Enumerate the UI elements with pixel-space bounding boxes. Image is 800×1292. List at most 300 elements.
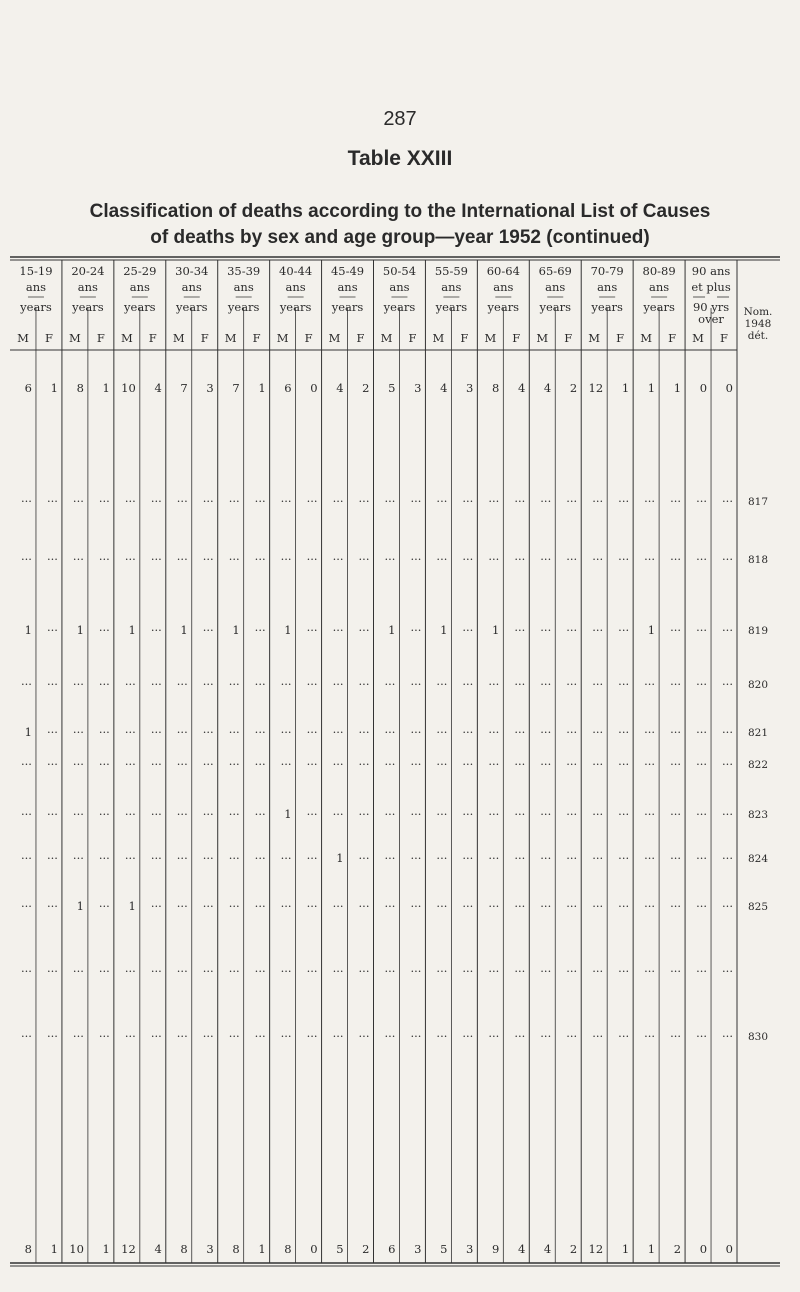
leader-dots: ··· bbox=[722, 899, 733, 913]
leader-dots: ··· bbox=[644, 1029, 656, 1043]
leader-dots: ··· bbox=[72, 677, 84, 691]
leader-dots: ··· bbox=[436, 494, 448, 508]
leader-dots: ··· bbox=[228, 899, 240, 913]
leader-dots: ··· bbox=[410, 757, 422, 771]
leader-dots: ··· bbox=[98, 725, 110, 739]
leader-dots: ··· bbox=[566, 623, 578, 637]
leader-dots: ··· bbox=[436, 757, 448, 771]
leader-dots: ··· bbox=[176, 725, 188, 739]
sex-label-male: M bbox=[484, 331, 497, 345]
leader-dots: ··· bbox=[436, 677, 448, 691]
leader-dots: ··· bbox=[592, 552, 604, 566]
total-cell: 1 bbox=[50, 1242, 58, 1256]
table-cell: 1 bbox=[24, 725, 32, 739]
leader-dots: ··· bbox=[488, 725, 500, 739]
leader-dots: ··· bbox=[98, 552, 110, 566]
leader-dots: ··· bbox=[150, 757, 162, 771]
leader-dots: ··· bbox=[254, 899, 266, 913]
total-cell: 12 bbox=[588, 1242, 604, 1256]
leader-dots: ··· bbox=[150, 677, 162, 691]
sex-label-female: F bbox=[356, 331, 365, 345]
leader-dots: ··· bbox=[358, 623, 370, 637]
sex-label-male: M bbox=[224, 331, 237, 345]
leader-dots: ··· bbox=[228, 964, 240, 978]
leader-dots: ··· bbox=[696, 807, 708, 821]
table-cell: 1 bbox=[232, 623, 240, 637]
leader-dots: ··· bbox=[176, 552, 188, 566]
total-cell: 1 bbox=[647, 1242, 656, 1256]
leader-dots: ··· bbox=[722, 851, 733, 865]
leader-dots: ··· bbox=[592, 757, 604, 771]
leader-dots: ··· bbox=[592, 964, 604, 978]
table-cell: 6 bbox=[24, 381, 32, 395]
leader-dots: ··· bbox=[98, 899, 110, 913]
sex-label-female: F bbox=[148, 331, 157, 345]
leader-dots: ··· bbox=[592, 725, 604, 739]
leader-dots: ··· bbox=[72, 1029, 84, 1043]
leader-dots: ··· bbox=[46, 677, 58, 691]
leader-dots: ··· bbox=[540, 899, 552, 913]
leader-dots: ··· bbox=[202, 677, 214, 691]
total-cell: 3 bbox=[414, 1242, 422, 1256]
leader-dots: ··· bbox=[358, 552, 370, 566]
total-cell: 5 bbox=[336, 1242, 344, 1256]
leader-dots: ··· bbox=[566, 851, 578, 865]
total-cell: 6 bbox=[388, 1242, 396, 1256]
leader-dots: ··· bbox=[514, 899, 526, 913]
leader-dots: ··· bbox=[358, 494, 370, 508]
leader-dots: ··· bbox=[670, 552, 682, 566]
age-group-range: 30-34 bbox=[175, 264, 209, 278]
leader-dots: ··· bbox=[696, 725, 708, 739]
leader-dots: ··· bbox=[410, 1029, 422, 1043]
leader-dots: ··· bbox=[176, 964, 188, 978]
leader-dots: ··· bbox=[358, 964, 370, 978]
leader-dots: ··· bbox=[124, 494, 136, 508]
total-cell: 1 bbox=[102, 1242, 110, 1256]
leader-dots: ··· bbox=[228, 807, 240, 821]
leader-dots: ··· bbox=[332, 757, 344, 771]
leader-dots: ··· bbox=[98, 494, 110, 508]
leader-dots: ··· bbox=[20, 677, 32, 691]
sex-label-female: F bbox=[44, 331, 53, 345]
table-cell: 0 bbox=[310, 381, 318, 395]
age-group-range: 55-59 bbox=[434, 264, 468, 278]
sex-label-male: M bbox=[536, 331, 549, 345]
leader-dots: ··· bbox=[618, 851, 630, 865]
leader-dots: ··· bbox=[228, 494, 240, 508]
total-cell: 4 bbox=[543, 1242, 552, 1256]
age-group-range: 15-19 bbox=[19, 264, 53, 278]
leader-dots: ··· bbox=[176, 494, 188, 508]
table-cell: 0 bbox=[725, 381, 733, 395]
leader-dots: ··· bbox=[332, 494, 344, 508]
leader-dots: ··· bbox=[410, 851, 422, 865]
leader-dots: ··· bbox=[20, 899, 32, 913]
table-cell: 4 bbox=[543, 381, 552, 395]
leader-dots: ··· bbox=[332, 677, 344, 691]
leader-dots: ··· bbox=[280, 725, 292, 739]
age-group-label-fr: ans bbox=[441, 280, 462, 294]
table-cell: 4 bbox=[336, 381, 344, 395]
age-group-label-en: years bbox=[331, 300, 364, 314]
sex-label-female: F bbox=[616, 331, 625, 345]
leader-dots: ··· bbox=[280, 899, 292, 913]
leader-dots: ··· bbox=[462, 757, 474, 771]
leader-dots: ··· bbox=[592, 494, 604, 508]
sex-label-male: M bbox=[172, 331, 185, 345]
leader-dots: ··· bbox=[566, 757, 578, 771]
leader-dots: ··· bbox=[410, 494, 422, 508]
leader-dots: ··· bbox=[618, 494, 630, 508]
table-cell: 6 bbox=[284, 381, 292, 395]
leader-dots: ··· bbox=[46, 1029, 58, 1043]
leader-dots: ··· bbox=[176, 1029, 188, 1043]
leader-dots: ··· bbox=[254, 623, 266, 637]
leader-dots: ··· bbox=[254, 552, 266, 566]
leader-dots: ··· bbox=[488, 494, 500, 508]
leader-dots: ··· bbox=[436, 552, 448, 566]
leader-dots: ··· bbox=[358, 677, 370, 691]
age-group-label-fr: ans bbox=[285, 280, 306, 294]
nom-code: 820 bbox=[747, 679, 769, 691]
leader-dots: ··· bbox=[488, 757, 500, 771]
table-cell: 1 bbox=[388, 623, 396, 637]
sex-label-male: M bbox=[588, 331, 601, 345]
total-cell: 12 bbox=[121, 1242, 136, 1256]
leader-dots: ··· bbox=[514, 677, 526, 691]
leader-dots: ··· bbox=[46, 757, 58, 771]
table-cell: 4 bbox=[154, 381, 162, 395]
leader-dots: ··· bbox=[98, 964, 110, 978]
leader-dots: ··· bbox=[124, 552, 136, 566]
leader-dots: ··· bbox=[202, 623, 214, 637]
leader-dots: ··· bbox=[150, 851, 162, 865]
leader-dots: ··· bbox=[696, 757, 708, 771]
table-cell: 10 bbox=[121, 381, 136, 395]
leader-dots: ··· bbox=[46, 623, 58, 637]
sex-label-female: F bbox=[668, 331, 677, 345]
leader-dots: ··· bbox=[358, 1029, 370, 1043]
leader-dots: ··· bbox=[124, 964, 136, 978]
sex-label-male: M bbox=[69, 331, 81, 345]
leader-dots: ··· bbox=[488, 1029, 500, 1043]
leader-dots: ··· bbox=[384, 725, 396, 739]
leader-dots: ··· bbox=[644, 552, 656, 566]
leader-dots: ··· bbox=[592, 623, 604, 637]
total-cell: 0 bbox=[310, 1242, 318, 1256]
leader-dots: ··· bbox=[514, 851, 526, 865]
nom-header-line: dét. bbox=[747, 330, 769, 342]
leader-dots: ··· bbox=[696, 964, 708, 978]
leader-dots: ··· bbox=[254, 725, 266, 739]
age-group-label-en: years bbox=[175, 300, 208, 314]
age-group-label-en: years bbox=[539, 300, 572, 314]
table-cell: 8 bbox=[491, 381, 500, 395]
leader-dots: ··· bbox=[306, 552, 318, 566]
leader-dots: ··· bbox=[566, 1029, 578, 1043]
leader-dots: ··· bbox=[358, 725, 370, 739]
table-cell: 1 bbox=[647, 381, 656, 395]
sex-label-female: F bbox=[564, 331, 573, 345]
leader-dots: ··· bbox=[540, 552, 552, 566]
leader-dots: ··· bbox=[202, 552, 214, 566]
leader-dots: ··· bbox=[644, 964, 656, 978]
age-group-range: 25-29 bbox=[123, 264, 157, 278]
total-cell: 5 bbox=[440, 1242, 448, 1256]
leader-dots: ··· bbox=[462, 899, 474, 913]
nom-code: 830 bbox=[747, 1031, 769, 1043]
sex-label-male: M bbox=[328, 331, 341, 345]
age-group-label-en: years bbox=[227, 300, 260, 314]
sex-label-male: M bbox=[380, 331, 393, 345]
leader-dots: ··· bbox=[176, 757, 188, 771]
leader-dots: ··· bbox=[592, 1029, 604, 1043]
total-cell: 2 bbox=[569, 1242, 578, 1256]
leader-dots: ··· bbox=[254, 807, 266, 821]
nom-code: 824 bbox=[747, 853, 769, 865]
leader-dots: ··· bbox=[566, 964, 578, 978]
leader-dots: ··· bbox=[228, 552, 240, 566]
leader-dots: ··· bbox=[384, 757, 396, 771]
leader-dots: ··· bbox=[644, 757, 656, 771]
leader-dots: ··· bbox=[46, 807, 58, 821]
table-cell: 1 bbox=[491, 623, 500, 637]
age-group-label-fr: ans bbox=[493, 280, 514, 294]
leader-dots: ··· bbox=[332, 725, 344, 739]
leader-dots: ··· bbox=[462, 677, 474, 691]
leader-dots: ··· bbox=[124, 851, 136, 865]
leader-dots: ··· bbox=[280, 851, 292, 865]
nom-code: 818 bbox=[747, 554, 769, 566]
leader-dots: ··· bbox=[306, 851, 318, 865]
leader-dots: ··· bbox=[20, 1029, 32, 1043]
leader-dots: ··· bbox=[488, 807, 500, 821]
table-cell: 0 bbox=[699, 381, 708, 395]
leader-dots: ··· bbox=[462, 964, 474, 978]
leader-dots: ··· bbox=[332, 807, 344, 821]
age-group-label-fr: ans bbox=[337, 280, 358, 294]
leader-dots: ··· bbox=[696, 899, 708, 913]
table-cell: 4 bbox=[440, 381, 448, 395]
leader-dots: ··· bbox=[306, 677, 318, 691]
nom-code: 821 bbox=[747, 727, 769, 739]
leader-dots: ··· bbox=[592, 807, 604, 821]
leader-dots: ··· bbox=[98, 1029, 110, 1043]
leader-dots: ··· bbox=[670, 623, 682, 637]
sex-label-female: F bbox=[408, 331, 417, 345]
leader-dots: ··· bbox=[20, 552, 32, 566]
age-group-label-fr: ans bbox=[25, 280, 47, 294]
leader-dots: ··· bbox=[722, 552, 733, 566]
leader-dots: ··· bbox=[254, 1029, 266, 1043]
leader-dots: ··· bbox=[384, 677, 396, 691]
age-group-range: 35-39 bbox=[227, 264, 261, 278]
total-cell: 4 bbox=[154, 1242, 162, 1256]
age-group-label-en: years bbox=[487, 300, 520, 314]
table-cell: 4 bbox=[517, 381, 526, 395]
leader-dots: ··· bbox=[566, 899, 578, 913]
leader-dots: ··· bbox=[644, 725, 656, 739]
leader-dots: ··· bbox=[696, 623, 708, 637]
leader-dots: ··· bbox=[306, 964, 318, 978]
leader-dots: ··· bbox=[566, 725, 578, 739]
leader-dots: ··· bbox=[202, 851, 214, 865]
leader-dots: ··· bbox=[566, 677, 578, 691]
leader-dots: ··· bbox=[98, 851, 110, 865]
leader-dots: ··· bbox=[670, 757, 682, 771]
leader-dots: ··· bbox=[150, 494, 162, 508]
subtitle-line-1: Classification of deaths according to the International List of Causes bbox=[89, 201, 711, 222]
leader-dots: ··· bbox=[98, 757, 110, 771]
table-cell: 1 bbox=[50, 381, 58, 395]
leader-dots: ··· bbox=[488, 677, 500, 691]
leader-dots: ··· bbox=[514, 623, 526, 637]
table-cell: 1 bbox=[180, 623, 188, 637]
leader-dots: ··· bbox=[72, 851, 84, 865]
age-group-range: 40-44 bbox=[279, 264, 313, 278]
leader-dots: ··· bbox=[618, 899, 630, 913]
nom-code: 822 bbox=[747, 759, 769, 771]
leader-dots: ··· bbox=[150, 807, 162, 821]
leader-dots: ··· bbox=[566, 494, 578, 508]
leader-dots: ··· bbox=[436, 1029, 448, 1043]
leader-dots: ··· bbox=[280, 1029, 292, 1043]
total-cell: 3 bbox=[206, 1242, 214, 1256]
leader-dots: ··· bbox=[410, 725, 422, 739]
age-group-label-fr: ans bbox=[389, 280, 410, 294]
leader-dots: ··· bbox=[358, 757, 370, 771]
sex-label-female: F bbox=[200, 331, 209, 345]
leader-dots: ··· bbox=[228, 677, 240, 691]
leader-dots: ··· bbox=[384, 552, 396, 566]
leader-dots: ··· bbox=[644, 851, 656, 865]
leader-dots: ··· bbox=[72, 757, 84, 771]
leader-dots: ··· bbox=[436, 964, 448, 978]
table-cell: 1 bbox=[76, 623, 84, 637]
age-group-label-fr: ans bbox=[233, 280, 254, 294]
leader-dots: ··· bbox=[98, 807, 110, 821]
leader-dots: ··· bbox=[462, 851, 474, 865]
sex-label-female: F bbox=[96, 331, 105, 345]
table-cell: 1 bbox=[258, 381, 266, 395]
leader-dots: ··· bbox=[358, 807, 370, 821]
leader-dots: ··· bbox=[202, 494, 214, 508]
sex-label-female: F bbox=[460, 331, 469, 345]
leader-dots: ··· bbox=[592, 851, 604, 865]
table-cell: 5 bbox=[388, 381, 396, 395]
total-cell: 0 bbox=[725, 1242, 733, 1256]
leader-dots: ··· bbox=[410, 899, 422, 913]
leader-dots: ··· bbox=[46, 725, 58, 739]
leader-dots: ··· bbox=[488, 552, 500, 566]
leader-dots: ··· bbox=[332, 1029, 344, 1043]
age-group-label-en: 90 yrs bbox=[692, 300, 730, 314]
leader-dots: ··· bbox=[670, 807, 682, 821]
leader-dots: ··· bbox=[514, 552, 526, 566]
leader-dots: ··· bbox=[306, 757, 318, 771]
total-cell: 2 bbox=[362, 1242, 370, 1256]
age-group-range: 65-69 bbox=[538, 264, 572, 278]
leader-dots: ··· bbox=[202, 964, 214, 978]
leader-dots: ··· bbox=[514, 494, 526, 508]
leader-dots: ··· bbox=[488, 964, 500, 978]
leader-dots: ··· bbox=[540, 807, 552, 821]
leader-dots: ··· bbox=[670, 1029, 682, 1043]
leader-dots: ··· bbox=[20, 807, 32, 821]
leader-dots: ··· bbox=[540, 677, 552, 691]
leader-dots: ··· bbox=[488, 899, 500, 913]
leader-dots: ··· bbox=[618, 807, 630, 821]
leader-dots: ··· bbox=[20, 757, 32, 771]
age-group-range: 90 ans bbox=[691, 264, 731, 278]
leader-dots: ··· bbox=[72, 552, 84, 566]
leader-dots: ··· bbox=[72, 807, 84, 821]
leader-dots: ··· bbox=[306, 623, 318, 637]
leader-dots: ··· bbox=[514, 807, 526, 821]
leader-dots: ··· bbox=[254, 677, 266, 691]
table-cell: 2 bbox=[569, 381, 578, 395]
sex-label-male: M bbox=[692, 331, 704, 345]
leader-dots: ··· bbox=[462, 623, 474, 637]
table-cell: 1 bbox=[284, 807, 292, 821]
leader-dots: ··· bbox=[696, 851, 708, 865]
nom-code: 823 bbox=[747, 809, 769, 821]
leader-dots: ··· bbox=[488, 851, 500, 865]
leader-dots: ··· bbox=[540, 623, 552, 637]
leader-dots: ··· bbox=[722, 494, 733, 508]
leader-dots: ··· bbox=[124, 1029, 136, 1043]
leader-dots: ··· bbox=[124, 807, 136, 821]
table-cell: 3 bbox=[414, 381, 422, 395]
total-cell: 1 bbox=[258, 1242, 266, 1256]
age-group-label-en: years bbox=[279, 300, 312, 314]
leader-dots: ··· bbox=[306, 1029, 318, 1043]
total-cell: 4 bbox=[517, 1242, 526, 1256]
leader-dots: ··· bbox=[670, 964, 682, 978]
age-group-range: 70-79 bbox=[590, 264, 624, 278]
leader-dots: ··· bbox=[644, 494, 656, 508]
age-group-label-en: years bbox=[72, 300, 104, 314]
leader-dots: ··· bbox=[306, 807, 318, 821]
nom-header-line: 1948 bbox=[744, 318, 772, 330]
leader-dots: ··· bbox=[514, 757, 526, 771]
leader-dots: ··· bbox=[644, 899, 656, 913]
table-cell: 1 bbox=[621, 381, 630, 395]
leader-dots: ··· bbox=[696, 677, 708, 691]
leader-dots: ··· bbox=[176, 851, 188, 865]
leader-dots: ··· bbox=[176, 677, 188, 691]
leader-dots: ··· bbox=[644, 677, 656, 691]
table-cell: 1 bbox=[647, 623, 656, 637]
leader-dots: ··· bbox=[20, 964, 32, 978]
leader-dots: ··· bbox=[228, 1029, 240, 1043]
leader-dots: ··· bbox=[46, 899, 58, 913]
leader-dots: ··· bbox=[332, 964, 344, 978]
leader-dots: ··· bbox=[540, 725, 552, 739]
age-group-label-fr: ans bbox=[545, 280, 566, 294]
table-cell: 1 bbox=[24, 623, 32, 637]
leader-dots: ··· bbox=[46, 552, 58, 566]
age-group-label-en: years bbox=[20, 300, 52, 314]
leader-dots: ··· bbox=[592, 899, 604, 913]
table-cell: 3 bbox=[466, 381, 474, 395]
age-group-label-en: years bbox=[383, 300, 416, 314]
sex-label-female: F bbox=[252, 331, 261, 345]
age-group-label-en: years bbox=[124, 300, 156, 314]
total-cell: 3 bbox=[466, 1242, 474, 1256]
table-title: Table XXIII bbox=[347, 147, 453, 170]
